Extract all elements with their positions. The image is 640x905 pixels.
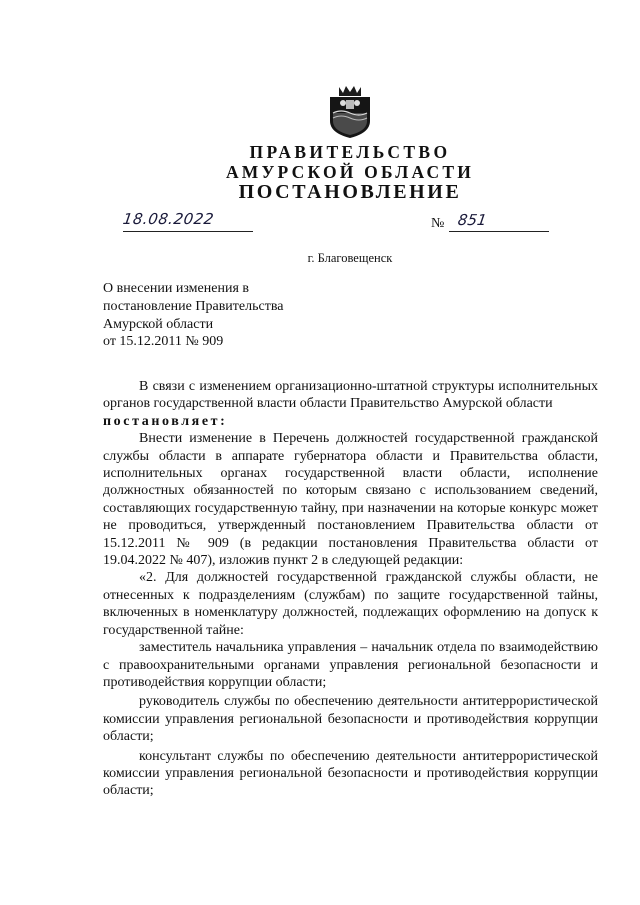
paragraph-2: «2. Для должностей государственной гражданской службы области, не отнесенных к подразделениям (службам) по защите государственной тайны, включенных в номенклатуру должностей, подлежащих оформлению на допуск к государственной тайне: — [103, 570, 598, 638]
subject-block — [103, 280, 283, 351]
government-title: ПРАВИТЕЛЬСТВО — [249, 142, 451, 162]
intro-paragraph: В связи с изменением организационно-штатной структуры исполнительных органов государственной власти области Правительство Амурской области — [103, 379, 598, 412]
document-number: 851 — [456, 211, 488, 229]
coat-of-arms-emblem — [326, 83, 374, 139]
number-sign: № — [431, 216, 445, 231]
region-title: АМУРСКОЙ ОБЛАСТИ — [225, 162, 475, 182]
document-date: 18.08.2022 — [121, 210, 216, 228]
subject-line: от 15.12.2011 № 909 — [103, 334, 224, 350]
subject-line: постановление Правительства — [103, 298, 284, 314]
list-item: консультант службы по обеспечению деятельности антитеррористической комиссии управления региональной безопасности и противодействия коррупции области; — [103, 748, 598, 799]
subject-line: Амурской области — [103, 316, 214, 332]
document-body — [103, 378, 598, 800]
city-label: г. Благовещенск — [307, 251, 393, 265]
decree-word: постановляет: — [103, 413, 228, 429]
paragraph-1: Внести изменение в Перечень должностей государственной гражданской службы области в аппарате губернатора области и Правительства области, исполнительных органах государственной власти области, исполнение должностных обязанностей по которым связано с использованием сведений, составляющих государственную тайну, при назначении на которые конкурс может не проводиться, утвержденный постановлением Правительства области от 15.12.2011 № 909 (в редакции постановления Правительства области от 19.04.2022 № 407), изложив пункт 2 в следующей редакции: — [103, 431, 598, 569]
document-type-title: ПОСТАНОВЛЕНИЕ — [238, 181, 462, 203]
list-item: заместитель начальника управления – начальник отдела по взаимодействию с правоохранительными органами управления региональной безопасности и противодействия коррупции области; — [103, 640, 598, 690]
number-underline — [449, 231, 549, 232]
date-underline — [123, 231, 253, 232]
list-item: руководитель службы по обеспечению деятельности антитеррористической комиссии управления региональной безопасности и противодействия коррупции области; — [103, 694, 598, 745]
subject-line: О внесении изменения в — [103, 281, 249, 296]
